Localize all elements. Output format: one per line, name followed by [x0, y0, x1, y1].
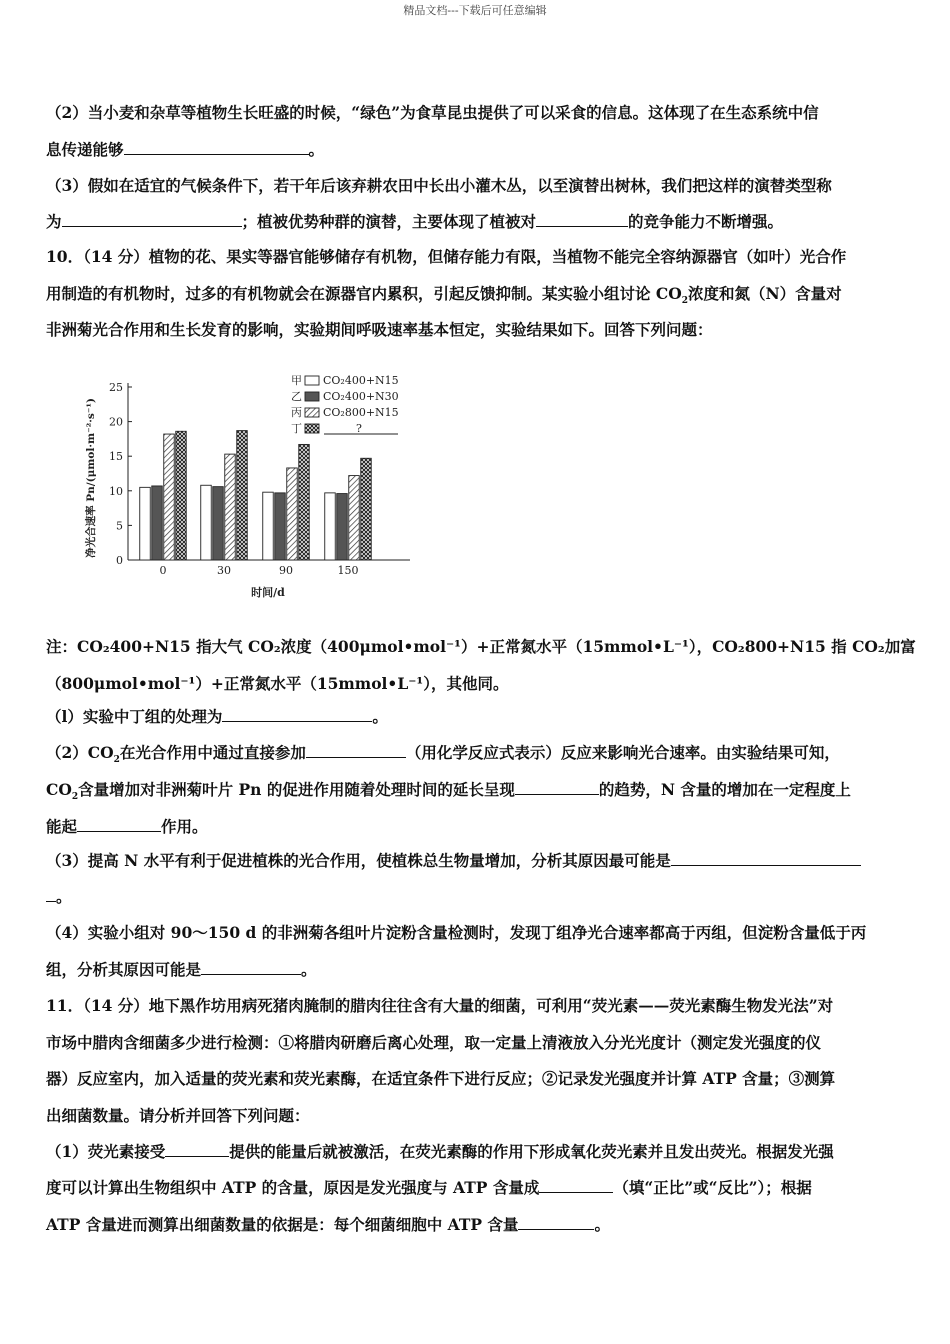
q10-sub2-line2: $CO_2$含量增加对非洲菊叶片 Pn 的促进作用随着处理时间的延长呈现 的趋势，N 含量的增加在一定程度上: [46, 780, 851, 803]
y-tick-label: 10: [109, 484, 123, 498]
q9-part3-end: 的竞争能力不断增强。: [628, 212, 784, 231]
q10-intro-line3: 非洲菊光合作用和生长发育的影响，实验期间呼吸速率基本恒定，实验结果如下。回答下列问题：: [46, 320, 713, 339]
q9-part3-line2: [46, 212, 783, 232]
q11-sub1-text: （1）荧光素接受: [46, 1142, 166, 1161]
q10-sub2-text-d: CO: [46, 780, 72, 799]
answer-blank[interactable]: [515, 780, 599, 795]
legend-swatch: [305, 424, 319, 433]
q10-sub2-text-b: 在光合作用中通过直接参加: [119, 743, 306, 762]
bar: [287, 468, 298, 560]
bar: [263, 492, 274, 560]
q10-sub4-line1: （4）实验小组对 90～150 d 的非洲菊各组叶片淀粉含量检测时，发现丁组净光合速率都高于丙组，但淀粉含量低于丙: [46, 923, 867, 942]
q11-line1: 11．（14 分）地下黑作坊用病死猪肉腌制的腊肉往往含有大量的细菌，可利用“荧光素——荧光素酶生物发光法”对: [46, 996, 834, 1015]
bar: [349, 476, 360, 560]
bar: [213, 487, 224, 560]
legend-label: ?: [356, 422, 362, 435]
q11-line5: [46, 1142, 834, 1162]
bar: [325, 493, 336, 560]
q9-part2-text: 息传递能够: [46, 140, 124, 159]
q10-sub1-text: （l）实验中丁组的处理为: [46, 707, 223, 726]
bar: [225, 454, 236, 560]
bar-chart: [78, 368, 418, 600]
bar: [201, 485, 212, 560]
q11-sub1-text-c: 度可以计算出生物组织中 ATP 的含量，原因是发光强度与 ATP 含量成: [46, 1178, 540, 1197]
x-axis-label: 时间/d: [251, 586, 285, 599]
q10-sub2-text-a: （2）CO: [46, 743, 114, 762]
bar: [140, 487, 151, 560]
legend-swatch: [305, 392, 319, 401]
answer-blank[interactable]: [518, 1215, 594, 1230]
x-tick-label: 90: [279, 564, 293, 577]
q11-line2: 市场中腊肉含细菌多少进行检测：①将腊肉研磨后离心处理，取一定量上清液放入分光光度计（测定发光强度的仪: [46, 1033, 822, 1052]
q9-part2-line2: [46, 140, 324, 160]
legend-prefix: 丙: [291, 406, 302, 419]
y-tick-label: 5: [116, 519, 123, 533]
answer-blank[interactable]: [539, 1178, 613, 1193]
q9-part3-line1: （3）假如在适宜的气候条件下，若干年后该弃耕农田中长出小灌木丛，以至演替出树林，我们把这样的演替类型称: [46, 176, 832, 195]
answer-blank[interactable]: [77, 817, 161, 832]
answer-blank[interactable]: [124, 140, 309, 155]
answer-blank[interactable]: [306, 743, 406, 758]
q11-sub1-text-e: ATP 含量进而测算出细菌数量的依据是：每个细菌细胞中 ATP 含量: [46, 1215, 519, 1234]
q10-sub3-line1: [46, 851, 861, 871]
y-tick-label: 15: [109, 450, 123, 464]
q11-sub1-end: 。: [594, 1215, 610, 1234]
q10-intro-line1: 10．（14 分）植物的花、果实等器官能够储存有机物，但储存能力有限，当植物不能完全容纳源器官（如叶）光合作: [46, 247, 847, 266]
bar: [361, 458, 372, 560]
q10-sub4-text: 组，分析其原因可能是: [46, 960, 202, 979]
q11-line6: [46, 1178, 812, 1198]
answer-blank[interactable]: [201, 960, 301, 975]
page-header: 精品文档---下载后可任意编辑: [403, 4, 547, 17]
answer-blank[interactable]: [536, 212, 628, 227]
q9-part2-line1: （2）当小麦和杂草等植物生长旺盛的时候，“绿色”为食草昆虫提供了可以采食的信息。这体现了在生态系统中信: [46, 103, 819, 122]
q10-sub2-text-c: （用化学反应式表示）反应来影响光合速率。由实验结果可知，: [405, 743, 840, 762]
q10-sub4-end: 。: [301, 960, 317, 979]
q10-sub2-text-e: 含量增加对非洲菊叶片 Pn 的促进作用随着处理时间的延长呈现: [78, 780, 515, 799]
answer-blank[interactable]: [222, 707, 372, 722]
legend-prefix: 丁: [291, 422, 302, 435]
y-tick-label: 0: [116, 554, 123, 567]
y-tick-label: 25: [109, 381, 123, 394]
q10-sub2-line1: $(2)CO_2$在光合作用中通过直接参加 （用化学反应式表示）反应来影响光合速率。由实验结果可知，: [46, 743, 840, 766]
x-tick-label: 30: [217, 564, 231, 577]
bar: [275, 493, 286, 560]
answer-blank[interactable]: [62, 212, 242, 227]
legend-swatch: [305, 376, 319, 385]
q10-note-line2: （800μmol•mol⁻¹）+正常氮水平（15mmol•L⁻¹），其他同。: [46, 674, 509, 693]
bar: [299, 444, 310, 560]
q9-part2-end: 。: [308, 140, 325, 159]
answer-blank[interactable]: [46, 887, 56, 902]
bar: [176, 431, 187, 560]
q10-sub4-line2: [46, 960, 317, 980]
q11-sub1-text-b: 提供的能量后就被激活，在荧光素酶的作用下形成氧化荧光素并且发出荧光。根据发光强: [229, 1142, 834, 1161]
q9-part3-text: 为: [46, 212, 62, 231]
q10-sub1: [46, 707, 388, 727]
bar: [337, 494, 348, 560]
q10-note-line1: 注：CO₂400+N15 指大气 CO₂浓度（400μmol•mol⁻¹）+正常氮水平（15mmol•L⁻¹），CO₂800+N15 指 CO₂加富: [46, 637, 916, 656]
q10-sub3-line2: [46, 887, 72, 907]
q10-sub2-text-g: 能起: [46, 817, 78, 836]
legend-prefix: 甲: [291, 374, 302, 387]
q11-line4: 出细菌数量。请分析并回答下列问题：: [46, 1106, 310, 1125]
q10-sub2-text-f: 的趋势，N 含量的增加在一定程度上: [598, 780, 851, 799]
q10-intro-text-b: 浓度和氮（N）含量对: [688, 284, 842, 303]
legend-prefix: 乙: [291, 390, 302, 403]
q11-line3: 器）反应室内，加入适量的荧光素和荧光素酶，在适宜条件下进行反应；②记录发光强度并计算 ATP 含量；③测算: [46, 1069, 836, 1088]
q11-line7: [46, 1215, 610, 1235]
y-tick-label: 20: [109, 415, 123, 429]
y-axis-label: 净光合速率 Pn/(μmol·m⁻²·s⁻¹): [85, 398, 97, 558]
q9-part3-mid: ；植被优势种群的演替，主要体现了植被对: [241, 212, 537, 231]
q11-sub1-text-d: （填“正比”或“反比”）；根据: [613, 1178, 812, 1197]
q10-intro-line2: 用制造的有机物时，过多的有机物就会在源器官内累积，引起反馈抑制。某实验小组讨论 $CO_2$浓度和氮（N）含量对: [46, 284, 842, 307]
legend-label: CO₂400+N30: [323, 390, 399, 403]
q10-sub2-line3: [46, 817, 208, 837]
answer-blank[interactable]: [671, 851, 861, 866]
bar: [152, 486, 163, 560]
q10-sub1-end: 。: [372, 707, 388, 726]
q10-sub3-end: 。: [56, 887, 72, 906]
x-tick-label: 150: [337, 564, 359, 577]
legend-label: CO₂400+N15: [323, 374, 399, 387]
legend-label: CO₂800+N15: [323, 406, 399, 419]
bar: [237, 431, 248, 560]
x-tick-label: 0: [159, 564, 167, 577]
bar: [164, 434, 175, 560]
q10-sub3-text: （3）提高 N 水平有利于促进植株的光合作用，使植株总生物量增加，分析其原因最可能是: [46, 851, 671, 870]
answer-blank[interactable]: [165, 1142, 229, 1157]
q10-intro-text: 用制造的有机物时，过多的有机物就会在源器官内累积，引起反馈抑制。某实验小组讨论 CO: [46, 284, 682, 303]
q10-sub2-text-h: 作用。: [161, 817, 208, 836]
legend-swatch: [305, 408, 319, 417]
